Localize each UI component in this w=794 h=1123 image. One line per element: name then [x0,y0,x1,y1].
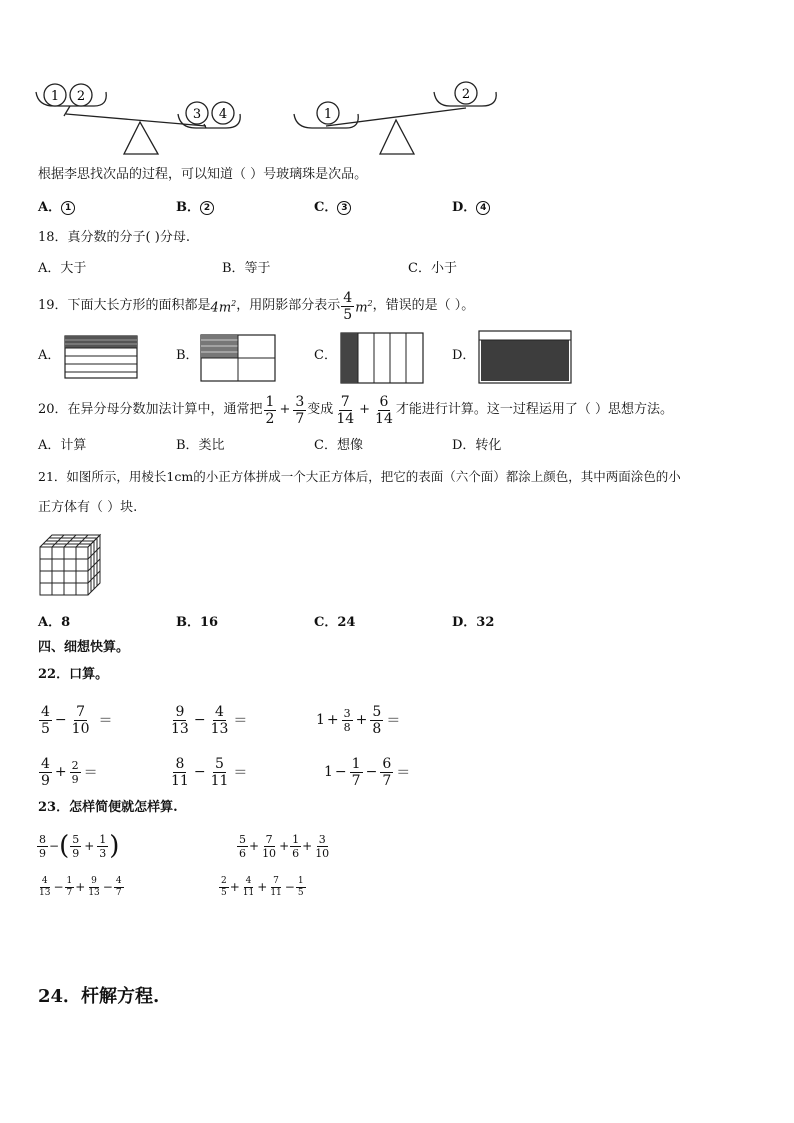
fraction [37,877,52,898]
denominator: 10 [71,720,90,737]
denominator: 14 [336,410,355,427]
denominator: 8 [372,720,382,737]
denominator: 11 [171,772,189,789]
fraction [370,705,383,736]
q19-option-a[interactable]: A． [38,348,61,363]
numerator: 4 [41,755,50,772]
numerator: 1 [99,832,107,846]
numerator: 2 [71,758,79,772]
operator: + [326,712,339,728]
q17-option-a[interactable] [38,200,75,216]
fraction [334,395,356,426]
fraction [209,757,231,788]
fraction [65,877,75,898]
cube-figure [38,533,104,597]
option-letter: D． [452,200,477,215]
option-letter: A． [38,200,62,215]
option-letter: C． [314,200,338,215]
denominator: 7 [66,887,73,898]
numerator: 1 [265,393,275,410]
numerator: 2 [221,875,227,886]
q22-expr-3 [316,700,402,740]
numerator: 9 [175,703,185,720]
denominator: 8 [343,720,351,734]
q17-text: 根据李思找次品的过程，可以知道（ ）号玻璃珠是次品。 [38,167,368,182]
fraction [293,395,306,426]
equals-sign: ＝ [83,765,98,781]
unit-exponent: 2 [231,298,237,308]
denominator: 7 [295,410,305,427]
operator: + [229,880,240,894]
denominator: 2 [265,410,275,427]
numerator: 3 [295,393,305,410]
left-balance-scale [36,92,240,154]
numerator: 3 [318,832,326,846]
fraction [373,395,395,426]
numerator: 1 [292,832,300,846]
numerator: 7 [76,703,86,720]
denominator: 11 [210,772,229,789]
numerator: 4 [115,875,122,886]
fraction [209,705,231,736]
q22-expr-6 [324,752,412,792]
q20-mid: 变成 [307,402,334,417]
operator: − [284,880,295,894]
q19-figure-b[interactable] [200,334,276,382]
q24-title: 24．杆解方程. [38,986,160,1007]
numerator: 5 [215,755,224,772]
section-heading: 四、细想快算。 [38,640,130,655]
numerator: 5 [372,703,382,720]
q17-option-b[interactable] [176,200,214,216]
left-pan-balls [44,84,92,106]
q20-option-c[interactable]: C．想像 [314,438,363,453]
right-pan-balls-2 [455,82,477,104]
numerator: 6 [382,755,392,772]
circled-number: 2 [200,201,214,215]
numerator: 7 [265,832,273,846]
numerator: 3 [343,706,351,720]
denominator: 14 [375,410,393,427]
numerator: 4 [343,289,353,306]
q20-option-d[interactable]: D．转化 [452,438,502,453]
fraction [70,834,81,859]
equals-sign: ＝ [233,713,248,729]
q22-expr-4 [38,752,100,792]
denominator: 13 [210,720,229,737]
operator: + [249,839,260,853]
q20-option-a[interactable]: A．计算 [38,438,87,453]
q18-option-c[interactable]: C．小于 [408,261,457,276]
denominator: 13 [39,887,51,898]
fraction [37,834,48,859]
left-paren: ( [59,831,70,861]
fraction [169,705,191,736]
q19-figure-a[interactable] [64,335,138,379]
denominator: 9 [72,846,80,860]
q23-expr-4 [218,870,307,904]
fraction [86,877,101,898]
q19-option-d[interactable]: D． [452,348,476,363]
numerator: 8 [39,832,46,846]
denominator: 5 [297,887,304,898]
numerator: 7 [273,875,279,886]
denominator: 13 [171,720,189,737]
numerator: 5 [72,832,80,846]
fraction [380,757,393,788]
numerator: 9 [91,875,97,886]
fraction [39,757,52,788]
option-letter: B． [176,200,200,215]
ball-label: 2 [461,87,471,102]
equals-sign: ＝ [396,765,411,781]
q19-prefix: 19．下面大长方形的面积都是 [38,298,211,313]
q23-expr-2 [236,828,332,864]
q19-text [38,289,474,323]
denominator: 10 [315,846,330,860]
operator: − [365,764,378,780]
operator: + [54,764,67,780]
fraction [260,834,278,859]
unit-exponent: 2 [367,298,373,308]
plus-sign: + [359,402,371,417]
denominator: 10 [262,846,277,860]
q21-option-c[interactable]: C．24 [314,615,356,630]
q17-option-c[interactable] [314,200,351,216]
q20-prefix: 20．在异分母分数加法计算中，通常把 [38,402,263,417]
denominator: 9 [39,846,46,860]
q22-expr-2 [168,700,249,740]
equals-sign: ＝ [98,713,113,729]
operator: + [84,839,95,853]
denominator: 13 [88,887,100,898]
equals-sign: ＝ [386,713,401,729]
ball-label: 1 [323,107,333,122]
q19-suffix: ，错误的是（ ）。 [372,298,475,313]
denominator: 6 [292,846,300,860]
numerator: 1 [351,755,361,772]
denominator: 7 [351,772,361,789]
ball-label: 1 [50,89,60,104]
denominator: 5 [41,720,50,737]
numerator: 4 [41,703,50,720]
q19-option-c[interactable]: C． [314,348,337,363]
q21-option-b[interactable]: B．16 [176,615,219,630]
fraction [237,834,248,859]
denominator: 5 [343,306,353,323]
q20-suffix: 才能进行计算。这一过程运用了（ ）思想方法。 [395,402,674,417]
operator: + [302,839,313,853]
q19-mid: ，用阴影部分表示 [236,298,341,313]
denominator: 5 [221,887,227,898]
denominator: 7 [382,772,392,789]
q22-title: 22．口算。 [38,667,109,682]
operator: − [49,839,60,853]
fraction [97,834,108,859]
ball-label: 4 [218,107,228,122]
circled-number: 4 [476,201,490,215]
operator: + [355,712,368,728]
fraction [342,708,353,733]
q18-option-a[interactable]: A．大于 [38,261,87,276]
q20-option-b[interactable]: B．类比 [176,438,225,453]
numerator: 1 [66,875,73,886]
denominator: 11 [270,887,282,898]
denominator: 3 [99,846,107,860]
circled-number: 1 [61,201,75,215]
q23-expr-3 [36,870,125,904]
operator: + [257,880,268,894]
balance-scales-figure [30,78,510,160]
numerator: 5 [239,832,246,846]
q19-area [211,296,237,316]
fraction [70,760,81,785]
ball-label: 2 [76,89,86,104]
numerator: 6 [379,393,389,410]
fraction [341,291,354,322]
denominator: 7 [115,887,122,898]
whole-number: 1 [316,712,325,728]
fraction [296,877,306,898]
numerator: 4 [215,703,224,720]
operator: − [53,880,64,894]
q19-figure-c[interactable] [340,332,424,384]
ball-label: 3 [192,107,202,122]
left-pan-balls-2 [317,102,339,124]
numerator: 7 [340,393,350,410]
operator: + [75,880,86,894]
fraction [114,877,124,898]
q23-expr-1 [36,828,119,864]
denominator: 9 [71,772,79,786]
q22-expr-5 [168,752,249,792]
fraction [268,877,283,898]
right-pan-balls-1 [186,102,234,124]
operator: − [193,764,206,780]
q19-unit [355,296,372,316]
q22-expr-1 [38,700,114,740]
whole-number: 1 [324,764,333,780]
numerator: 4 [245,875,252,886]
numerator: 1 [297,875,304,886]
operator: + [279,839,290,853]
fraction [313,834,331,859]
area-value: 4 [210,300,219,316]
unit: m [355,300,368,316]
fraction [39,705,52,736]
fraction [219,877,229,898]
q18-option-b[interactable]: B．等于 [222,261,271,276]
denominator: 11 [242,887,255,898]
area-unit: m [218,300,232,316]
operator: − [102,880,113,894]
fraction [241,877,256,898]
denominator: 9 [41,772,50,789]
fraction [350,757,363,788]
operator: − [54,712,67,728]
q18-text: 18．真分数的分子( )分母. [38,230,190,245]
fraction [70,705,92,736]
q17-option-d[interactable] [452,200,490,216]
operator: − [193,712,206,728]
operator: − [334,764,347,780]
fraction [290,834,301,859]
q21-line2: 正方体有（ ）块. [38,500,138,515]
q20-text [38,392,673,428]
numerator: 4 [41,875,48,886]
plus-sign: + [279,402,291,417]
q21-line1: 21．如图所示，用棱长1cm的小正方体拼成一个大正方体后，把它的表面（六个面）都涂上颜色，其中两面涂色的小 [38,469,681,484]
circled-number: 3 [337,201,351,215]
fraction [264,395,277,426]
equals-sign: ＝ [233,765,248,781]
fraction [169,757,191,788]
q21-option-a[interactable]: A．8 [38,615,71,630]
q23-title: 23．怎样简便就怎样算. [38,800,178,815]
right-paren: ) [109,831,120,861]
denominator: 6 [239,846,246,860]
q19-option-b[interactable]: B． [176,348,199,363]
q21-option-d[interactable]: D．32 [452,615,495,630]
numerator: 8 [175,755,185,772]
q19-figure-d[interactable] [478,330,572,384]
